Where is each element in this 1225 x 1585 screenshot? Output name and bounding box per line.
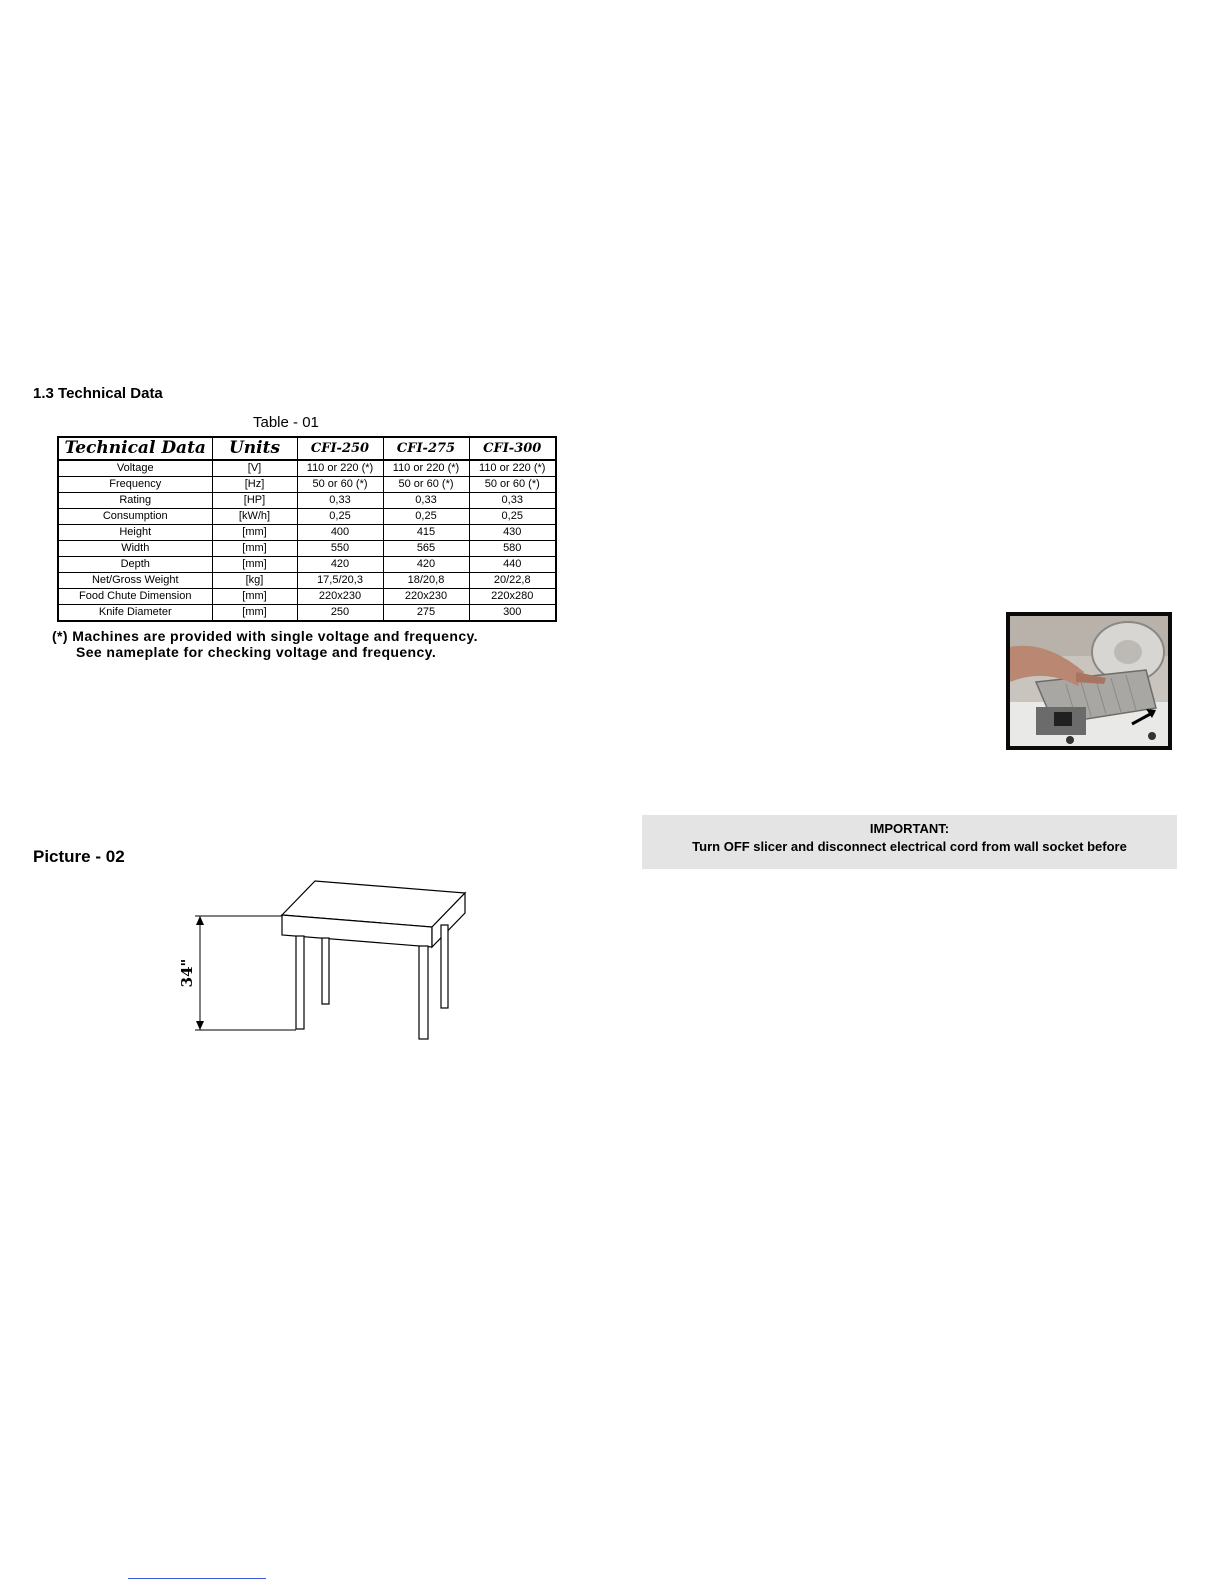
table-cell: 110 or 220 (*) bbox=[383, 460, 469, 477]
table-cell: 0,33 bbox=[297, 493, 383, 509]
table-cell: 415 bbox=[383, 525, 469, 541]
table-cell: 0,33 bbox=[383, 493, 469, 509]
table-cell: 110 or 220 (*) bbox=[297, 460, 383, 477]
table-cell: 220x280 bbox=[469, 589, 556, 605]
table-height-drawing bbox=[175, 875, 475, 1050]
table-cell: 275 bbox=[383, 605, 469, 622]
technical-data-table bbox=[57, 436, 557, 622]
work-table-illustration bbox=[175, 875, 475, 1045]
slicer-photo-image bbox=[1006, 612, 1172, 750]
table-cell: 550 bbox=[297, 541, 383, 557]
table-cell: 580 bbox=[469, 541, 556, 557]
table-cell: [mm] bbox=[212, 557, 297, 573]
table-cell: [Hz] bbox=[212, 477, 297, 493]
table-cell: 18/20,8 bbox=[383, 573, 469, 589]
table-cell: 220x230 bbox=[297, 589, 383, 605]
header-cell: CFI-250 bbox=[297, 437, 383, 460]
table-row bbox=[58, 493, 556, 509]
table-cell: 110 or 220 (*) bbox=[469, 460, 556, 477]
table-caption: Table - 01 bbox=[253, 414, 319, 431]
table-cell: 400 bbox=[297, 525, 383, 541]
table-cell: Width bbox=[58, 541, 212, 557]
header-cell: CFI-275 bbox=[383, 437, 469, 460]
table-cell: Net/Gross Weight bbox=[58, 573, 212, 589]
table-row bbox=[58, 573, 556, 589]
table-cell: Depth bbox=[58, 557, 212, 573]
picture-title: Picture - 02 bbox=[33, 847, 125, 866]
important-notice bbox=[642, 815, 1177, 869]
table-cell: Food Chute Dimension bbox=[58, 589, 212, 605]
header-cell: CFI-300 bbox=[469, 437, 556, 460]
table-cell: 300 bbox=[469, 605, 556, 622]
table-cell: [kg] bbox=[212, 573, 297, 589]
table-cell: Voltage bbox=[58, 460, 212, 477]
table-cell: 0,33 bbox=[469, 493, 556, 509]
table-cell: 50 or 60 (*) bbox=[297, 477, 383, 493]
footnote-line-1: (*) Machines are provided with single voltage and frequency. bbox=[52, 628, 478, 644]
table-cell: 0,25 bbox=[297, 509, 383, 525]
table-cell: 50 or 60 (*) bbox=[469, 477, 556, 493]
table-cell: 20/22,8 bbox=[469, 573, 556, 589]
table-cell: [mm] bbox=[212, 525, 297, 541]
table-cell: 440 bbox=[469, 557, 556, 573]
table-cell: 420 bbox=[297, 557, 383, 573]
table-row bbox=[58, 460, 556, 477]
header-cell: Units bbox=[212, 437, 297, 460]
table-cell: 250 bbox=[297, 605, 383, 622]
table-cell: 50 or 60 (*) bbox=[383, 477, 469, 493]
height-dimension-label: 34" bbox=[178, 958, 196, 988]
table-cell: 430 bbox=[469, 525, 556, 541]
footer-rule bbox=[128, 1578, 266, 1579]
table-cell: Rating bbox=[58, 493, 212, 509]
table-cell: 565 bbox=[383, 541, 469, 557]
table-cell: [V] bbox=[212, 460, 297, 477]
table-cell: 0,25 bbox=[383, 509, 469, 525]
table-row bbox=[58, 477, 556, 493]
table-cell: [kW/h] bbox=[212, 509, 297, 525]
footnote-line-2: See nameplate for checking voltage and frequency. bbox=[76, 644, 437, 660]
table-row bbox=[58, 557, 556, 573]
table-cell: Frequency bbox=[58, 477, 212, 493]
important-title: IMPORTANT: bbox=[869, 821, 950, 836]
table-row bbox=[58, 605, 556, 622]
table-cell: Knife Diameter bbox=[58, 605, 212, 622]
table-row bbox=[58, 509, 556, 525]
table-row bbox=[58, 525, 556, 541]
table-cell: 420 bbox=[383, 557, 469, 573]
table-cell: [mm] bbox=[212, 589, 297, 605]
slicer-photo bbox=[1006, 612, 1172, 750]
footnote bbox=[52, 628, 478, 660]
table-cell: Height bbox=[58, 525, 212, 541]
table-cell: 0,25 bbox=[469, 509, 556, 525]
section-title: 1.3 Technical Data bbox=[33, 385, 163, 402]
table-cell: [mm] bbox=[212, 541, 297, 557]
table-cell: Consumption bbox=[58, 509, 212, 525]
table-header-row bbox=[58, 437, 556, 460]
table-row bbox=[58, 589, 556, 605]
table-cell: 17,5/20,3 bbox=[297, 573, 383, 589]
header-cell: Technical Data bbox=[58, 437, 212, 460]
table-cell: [mm] bbox=[212, 605, 297, 622]
table-row bbox=[58, 541, 556, 557]
table-cell: 220x230 bbox=[383, 589, 469, 605]
table-cell: [HP] bbox=[212, 493, 297, 509]
important-text: Turn OFF slicer and disconnect electrical cord from wall socket before bbox=[692, 839, 1127, 854]
